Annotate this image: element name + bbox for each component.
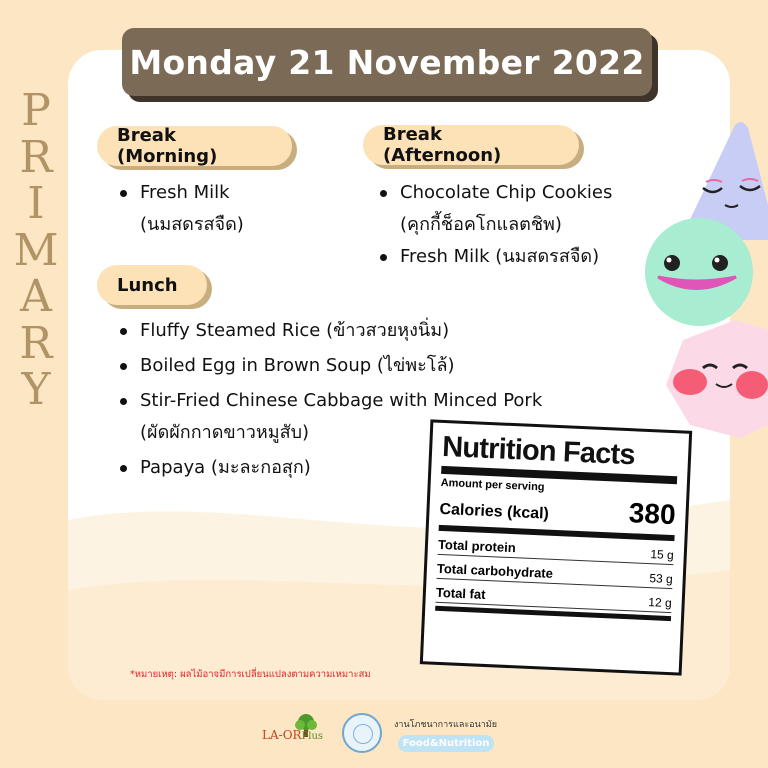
logo-suffix: Plus [301,731,324,742]
menu-item-name: Papaya (มะละกอสุก) [140,457,311,478]
logo-text: LA-OR [262,728,302,742]
menu-item-name: Fresh Milk [140,182,230,203]
nutrient-label: Total carbohydrate [436,560,554,581]
badge-label: Food&Nutrition [402,738,490,749]
pink-hexagon-face-icon [666,320,768,438]
lunch-label: Lunch [117,274,178,296]
nutrient-value: 15 g [650,547,675,563]
break-afternoon-label: Break (Afternoon) [383,124,502,166]
date-title: Monday 21 November 2022 [129,42,645,82]
side-title-letter: P [21,85,51,136]
calories-label: Calories (kcal) [439,500,550,523]
nutrition-seal-icon [342,713,382,753]
side-title-letter: M [13,224,59,276]
menu-item-thai: (คุกกี้ช็อคโกแลตชิพ) [400,214,562,235]
department-name: งานโภชนาการและอนามัย [394,720,497,730]
menu-item-name: Fresh Milk (นมสดรสจืด) [400,246,600,267]
menu-item-name: Fluffy Steamed Rice (ข้าวสวยหุงนิ่ม) [140,320,450,341]
menu-item-name: Stir-Fried Chinese Cabbage with Minced Pork [140,390,543,411]
footnote: *หมายเหตุ: ผลไม้อาจมีการเปลี่ยนแปลงตามความเหมาะสม [130,669,371,680]
nutrition-title: Nutrition Facts [441,430,636,472]
menu-item-name: Chocolate Chip Cookies [400,182,613,203]
side-title-letter: Y [21,364,51,415]
laor-plus-logo [262,728,323,742]
side-title-letter: R [19,317,53,369]
calories-value: 380 [628,497,677,531]
nutrient-value: 53 g [649,571,674,587]
nutrient-label: Total fat [435,584,486,602]
nutrient-value: 12 g [648,595,672,611]
amount-per-serving: Amount per serving [440,476,545,494]
side-title-letter: I [27,178,45,229]
nutrient-label: Total protein [437,536,517,556]
side-title-letter: R [19,131,53,183]
green-face-icon [645,218,753,326]
food-nutrition-badge [398,735,494,752]
side-title-letter: A [20,271,52,322]
menu-item-thai: (นมสดรสจืด) [140,214,244,235]
menu-item-name: Boiled Egg in Brown Soup (ไข่พะโล้) [140,355,455,376]
menu-item-thai: (ผัดผักกาดขาวหมูสับ) [140,422,310,443]
break-morning-label: Break (Morning) [117,125,218,167]
